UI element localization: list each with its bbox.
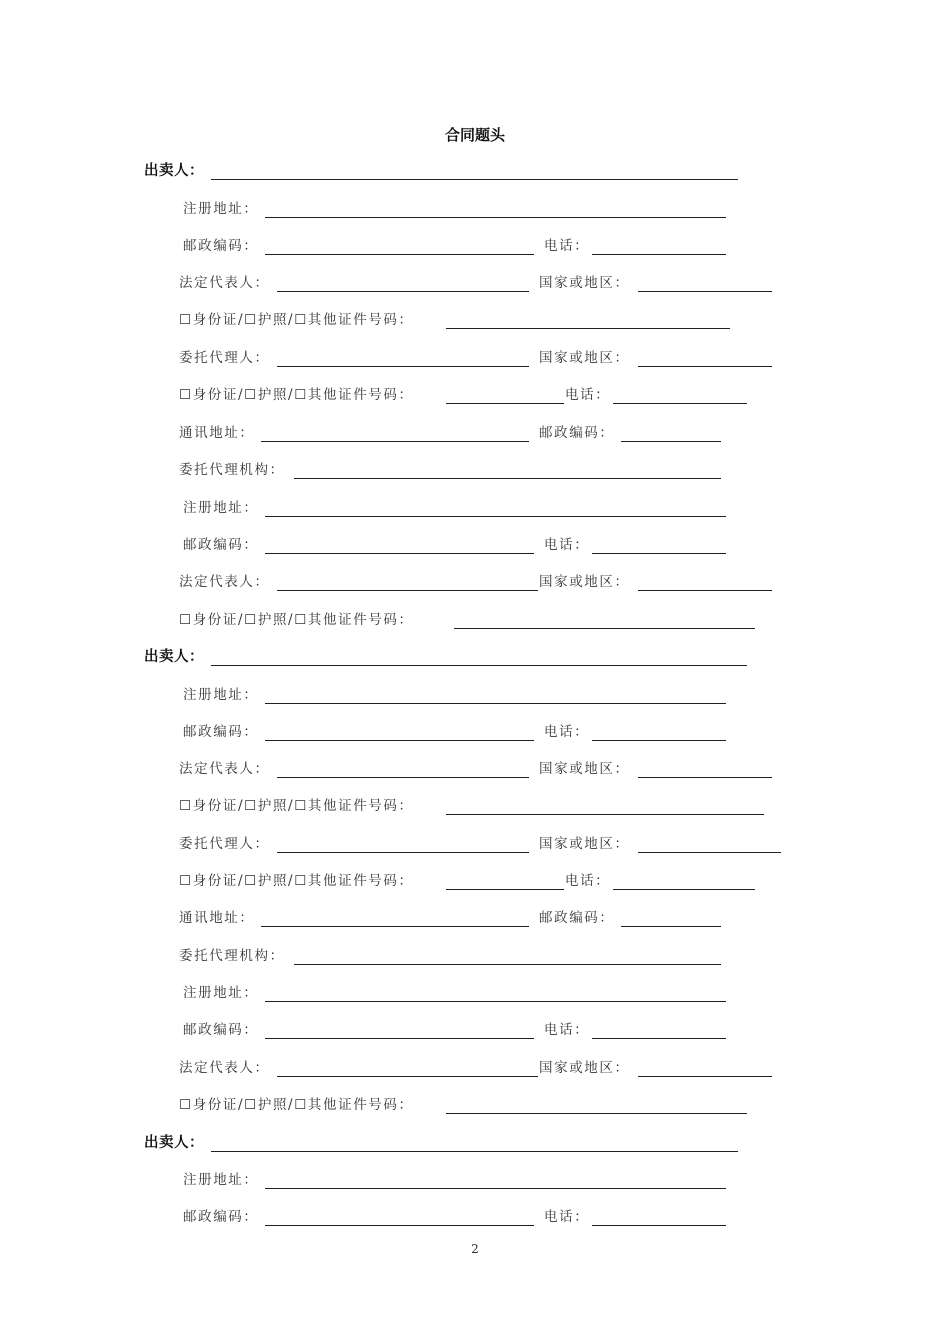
postal-code-label: 邮政编码： bbox=[183, 1209, 259, 1225]
reg-address-row bbox=[0, 685, 950, 707]
agent-field[interactable] bbox=[277, 366, 529, 367]
id-number-field[interactable] bbox=[454, 628, 755, 629]
id-number-row bbox=[0, 310, 950, 332]
legal-rep-label: 法定代表人： bbox=[179, 275, 270, 291]
phone-label: 电话： bbox=[544, 238, 590, 254]
reg-address-label: 注册地址： bbox=[183, 687, 259, 703]
postal-phone-row bbox=[0, 722, 950, 744]
seller-label: 出卖人： bbox=[144, 1135, 204, 1151]
reg-address-label: 注册地址： bbox=[183, 201, 259, 217]
comm-address-field[interactable] bbox=[261, 441, 529, 442]
id-number-row bbox=[0, 610, 950, 632]
country-label: 国家或地区： bbox=[539, 1060, 630, 1076]
legal-rep-label: 法定代表人： bbox=[179, 574, 270, 590]
country-field[interactable] bbox=[638, 590, 772, 591]
country-label: 国家或地区： bbox=[539, 761, 630, 777]
legal-rep-label: 法定代表人： bbox=[179, 1060, 270, 1076]
postal-phone-row bbox=[0, 1020, 950, 1042]
phone-label: 电话： bbox=[544, 537, 590, 553]
id-number-label: ☐身份证/☐护照/☐其他证件号码： bbox=[179, 612, 414, 628]
seller-field[interactable] bbox=[211, 665, 747, 666]
seller-row bbox=[0, 647, 950, 669]
seller-field[interactable] bbox=[211, 1151, 738, 1152]
postal-code-field[interactable] bbox=[621, 926, 721, 927]
seller-row bbox=[0, 161, 950, 183]
reg-address-label: 注册地址： bbox=[183, 1172, 259, 1188]
agency-row bbox=[0, 946, 950, 968]
country-field[interactable] bbox=[638, 1076, 772, 1077]
postal-code-field[interactable] bbox=[621, 441, 721, 442]
phone-label: 电话： bbox=[544, 724, 590, 740]
comm-address-label: 通讯地址： bbox=[179, 910, 255, 926]
legal-rep-field[interactable] bbox=[277, 1076, 538, 1077]
phone-label: 电话： bbox=[565, 387, 611, 403]
postal-code-field[interactable] bbox=[265, 254, 534, 255]
seller-label: 出卖人： bbox=[144, 649, 204, 665]
country-field[interactable] bbox=[638, 366, 772, 367]
postal-code-field[interactable] bbox=[265, 1225, 534, 1226]
phone-field[interactable] bbox=[592, 254, 726, 255]
agent-row bbox=[0, 348, 950, 370]
agency-field[interactable] bbox=[294, 478, 721, 479]
postal-code-field[interactable] bbox=[265, 553, 534, 554]
country-field[interactable] bbox=[638, 777, 772, 778]
agency-row bbox=[0, 460, 950, 482]
id-number-row bbox=[0, 385, 950, 407]
country-label: 国家或地区： bbox=[539, 836, 630, 852]
agent-field[interactable] bbox=[277, 852, 529, 853]
id-number-field[interactable] bbox=[446, 328, 730, 329]
legal-rep-row bbox=[0, 759, 950, 781]
country-label: 国家或地区： bbox=[539, 350, 630, 366]
reg-address-field[interactable] bbox=[265, 217, 726, 218]
legal-rep-field[interactable] bbox=[277, 590, 538, 591]
id-number-field[interactable] bbox=[446, 814, 764, 815]
id-number-row bbox=[0, 871, 950, 893]
seller-row bbox=[0, 1133, 950, 1155]
postal-code-label: 邮政编码： bbox=[539, 425, 615, 441]
agency-field[interactable] bbox=[294, 964, 721, 965]
phone-field[interactable] bbox=[592, 1038, 726, 1039]
legal-rep-row bbox=[0, 273, 950, 295]
id-number-field[interactable] bbox=[446, 1113, 747, 1114]
legal-rep-row bbox=[0, 1058, 950, 1080]
agency-label: 委托代理机构： bbox=[179, 948, 285, 964]
legal-rep-field[interactable] bbox=[277, 777, 529, 778]
reg-address-field[interactable] bbox=[265, 516, 726, 517]
seller-field[interactable] bbox=[211, 179, 738, 180]
postal-code-label: 邮政编码： bbox=[183, 1022, 259, 1038]
phone-label: 电话： bbox=[544, 1022, 590, 1038]
comm-address-row bbox=[0, 908, 950, 930]
reg-address-field[interactable] bbox=[265, 1188, 726, 1189]
reg-address-row bbox=[0, 983, 950, 1005]
country-field[interactable] bbox=[638, 291, 772, 292]
agent-row bbox=[0, 834, 950, 856]
postal-code-field[interactable] bbox=[265, 740, 534, 741]
reg-address-row bbox=[0, 498, 950, 520]
phone-label: 电话： bbox=[565, 873, 611, 889]
postal-code-field[interactable] bbox=[265, 1038, 534, 1039]
reg-address-row bbox=[0, 1170, 950, 1192]
id-number-label: ☐身份证/☐护照/☐其他证件号码： bbox=[179, 312, 414, 328]
id-number-field[interactable] bbox=[446, 889, 564, 890]
postal-code-label: 邮政编码： bbox=[183, 724, 259, 740]
country-label: 国家或地区： bbox=[539, 275, 630, 291]
reg-address-label: 注册地址： bbox=[183, 985, 259, 1001]
postal-code-label: 邮政编码： bbox=[183, 238, 259, 254]
comm-address-field[interactable] bbox=[261, 926, 529, 927]
agent-label: 委托代理人： bbox=[179, 836, 270, 852]
agency-label: 委托代理机构： bbox=[179, 462, 285, 478]
phone-field[interactable] bbox=[613, 403, 747, 404]
phone-label: 电话： bbox=[544, 1209, 590, 1225]
reg-address-field[interactable] bbox=[265, 1001, 726, 1002]
page-number: 2 bbox=[471, 1242, 479, 1256]
id-number-label: ☐身份证/☐护照/☐其他证件号码： bbox=[179, 387, 414, 403]
id-number-field[interactable] bbox=[446, 403, 564, 404]
agent-label: 委托代理人： bbox=[179, 350, 270, 366]
reg-address-field[interactable] bbox=[265, 703, 726, 704]
comm-address-label: 通讯地址： bbox=[179, 425, 255, 441]
phone-field[interactable] bbox=[613, 889, 755, 890]
legal-rep-label: 法定代表人： bbox=[179, 761, 270, 777]
country-label: 国家或地区： bbox=[539, 574, 630, 590]
id-number-row bbox=[0, 1095, 950, 1117]
id-number-row bbox=[0, 796, 950, 818]
postal-code-label: 邮政编码： bbox=[539, 910, 615, 926]
document-title: 合同题头 bbox=[444, 126, 505, 144]
id-number-label: ☐身份证/☐护照/☐其他证件号码： bbox=[179, 1097, 414, 1113]
postal-phone-row bbox=[0, 236, 950, 258]
country-field[interactable] bbox=[638, 852, 781, 853]
id-number-label: ☐身份证/☐护照/☐其他证件号码： bbox=[179, 798, 414, 814]
phone-field[interactable] bbox=[592, 740, 726, 741]
legal-rep-field[interactable] bbox=[277, 291, 529, 292]
phone-field[interactable] bbox=[592, 553, 726, 554]
legal-rep-row bbox=[0, 572, 950, 594]
seller-label: 出卖人： bbox=[144, 163, 204, 179]
reg-address-row bbox=[0, 199, 950, 221]
postal-code-label: 邮政编码： bbox=[183, 537, 259, 553]
id-number-label: ☐身份证/☐护照/☐其他证件号码： bbox=[179, 873, 414, 889]
postal-phone-row bbox=[0, 1207, 950, 1229]
reg-address-label: 注册地址： bbox=[183, 500, 259, 516]
phone-field[interactable] bbox=[592, 1225, 726, 1226]
postal-phone-row bbox=[0, 535, 950, 557]
comm-address-row bbox=[0, 423, 950, 445]
